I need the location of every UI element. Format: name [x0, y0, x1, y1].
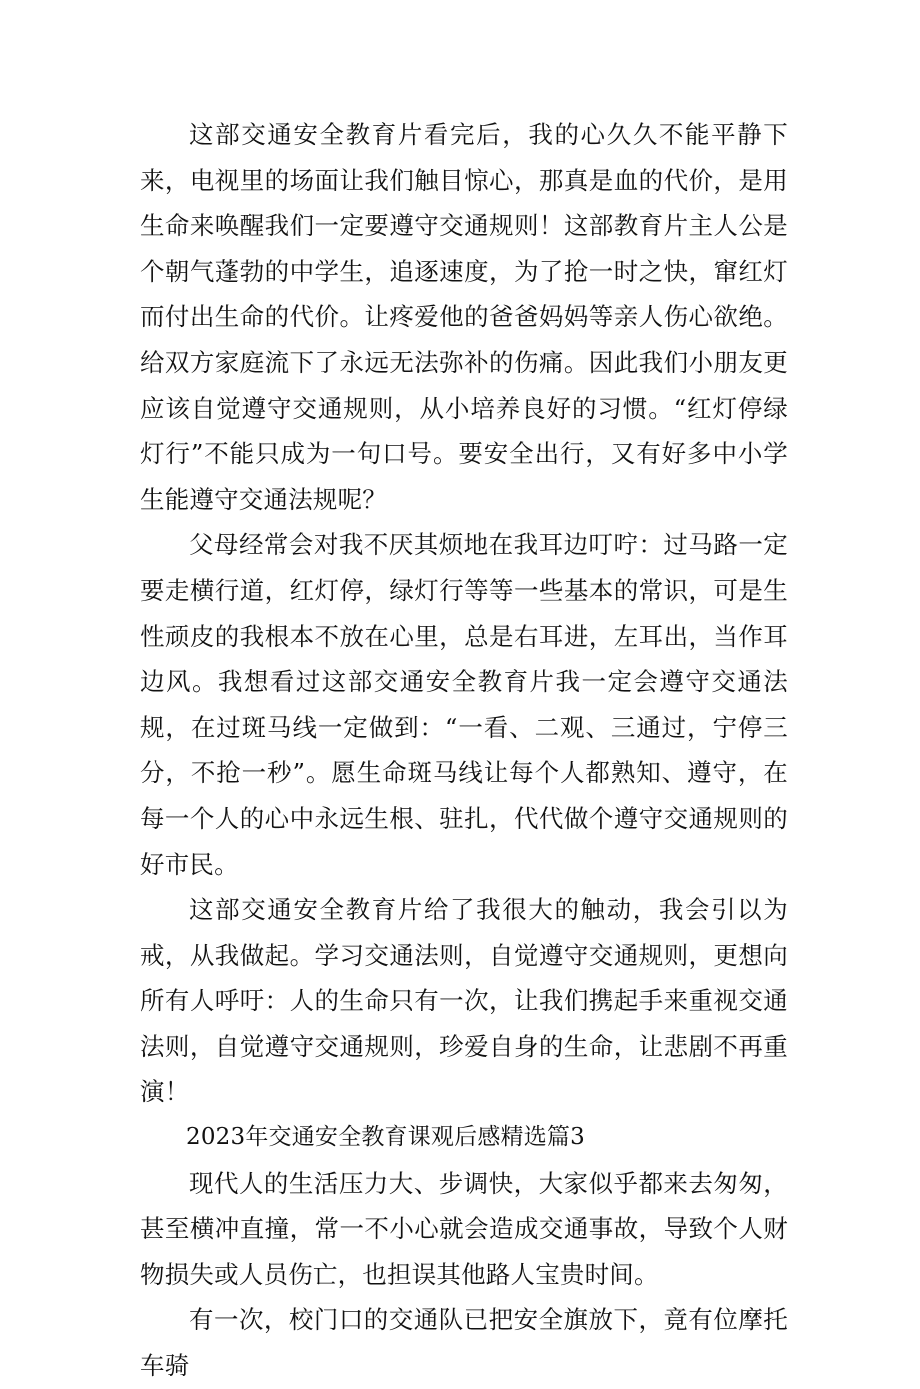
paragraph-5: 有一次，校门口的交通队已把安全旗放下，竟有位摩托车骑	[140, 1305, 788, 1381]
paragraph-3: 这部交通安全教育片给了我很大的触动，我会引以为戒，从我做起。学习交通法则，自觉遵守交通规则，更想向所有人呼吁：人的生命只有一次，让我们携起手来重视交通法则，自觉遵守交通规则，珍爱自身的生命，让悲剧不再重演！	[140, 895, 788, 1107]
section-heading: 2023年交通安全教育课观后感精选篇3	[186, 1124, 585, 1151]
paragraph-2: 父母经常会对我不厌其烦地在我耳边叮咛：过马路一定要走横行道，红灯停，绿灯行等等一些基本的常识，可是生性顽皮的我根本不放在心里，总是右耳进，左耳出，当作耳边风。我想看过这部交通安全教育片我一定会遵守交通法规，在过斑马线一定做到：“一看、二观、三通过，宁停三分，不抢一秒”。愿生命斑马线让每个人都熟知、遵守，在每一个人的心中永远生根、驻扎，代代做个遵守交通规则的好市民。	[140, 530, 788, 879]
document-page	[140, 112, 788, 1389]
paragraph-1: 这部交通安全教育片看完后，我的心久久不能平静下来，电视里的场面让我们触目惊心，那真是血的代价，是用生命来唤醒我们一定要遵守交通规则！这部教育片主人公是个朝气蓬勃的中学生，追逐速度，为了抢一时之快，窜红灯而付出生命的代价。让疼爱他的爸爸妈妈等亲人伤心欲绝。给双方家庭流下了永远无法弥补的伤痛。因此我们小朋友更应该自觉遵守交通规则，从小培养良好的习惯。“红灯停绿灯行”不能只成为一句口号。要安全出行，又有好多中小学生能遵守交通法规呢？	[140, 120, 788, 514]
paragraph-4: 现代人的生活压力大、步调快，大家似乎都来去匆匆，甚至横冲直撞，常一不小心就会造成交通事故，导致个人财物损失或人员伤亡，也担误其他路人宝贵时间。	[140, 1168, 788, 1289]
